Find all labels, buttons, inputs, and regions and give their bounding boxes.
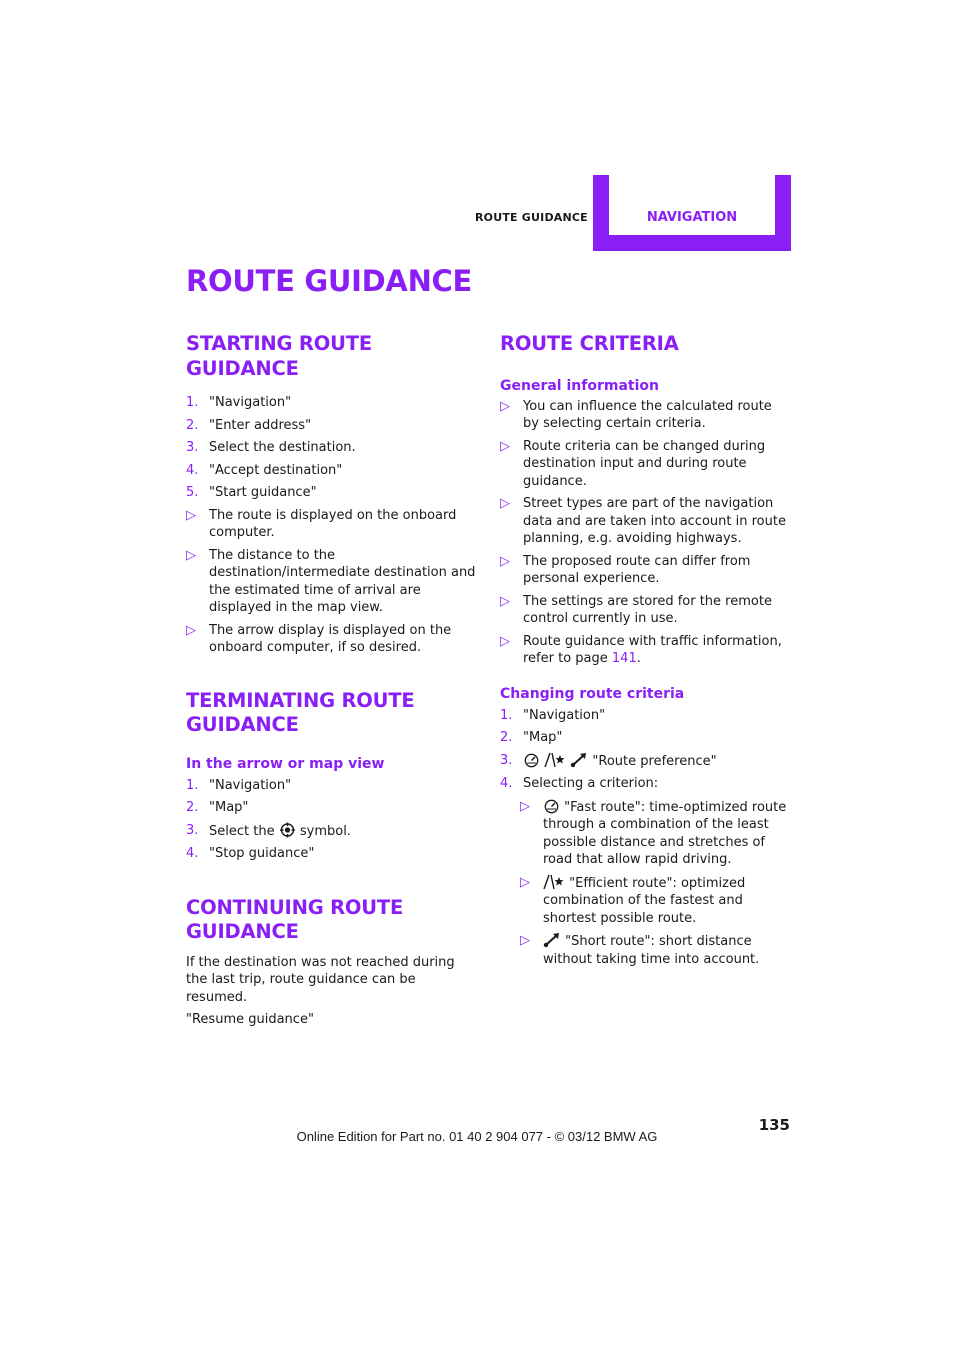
short-route-icon xyxy=(570,752,588,768)
list-item: ▷ The distance to the destination/intermediate destination and the estimated time of arrival are displayed in the map view. xyxy=(186,547,476,615)
route-guidance-icon xyxy=(279,822,296,838)
right-column xyxy=(500,332,790,968)
list-item: 1. "Navigation" xyxy=(186,395,292,410)
list-item: 1. "Navigation" xyxy=(186,777,292,793)
list-item: 3. Select the destination. xyxy=(186,440,356,455)
chapter-tab xyxy=(593,175,791,251)
list-item: ▷ The route is displayed on the onboard computer. xyxy=(186,507,457,540)
list-item: 3. Select the symbol. xyxy=(186,822,351,839)
list-item: 5. "Start guidance" xyxy=(186,485,317,500)
terminating-steps xyxy=(186,777,476,863)
list-item: 2. "Map" xyxy=(500,730,563,745)
page-number: 135 xyxy=(758,1116,790,1134)
general-bullets xyxy=(500,398,790,668)
starting-heading: STARTING ROUTE GUIDANCE xyxy=(186,332,372,380)
fast-route-icon xyxy=(523,752,540,768)
list-item: ▷ The arrow display is displayed on the onboard computer, if so desired. xyxy=(186,622,452,655)
general-info-heading: General information xyxy=(500,377,659,394)
page-title: ROUTE GUIDANCE xyxy=(186,264,473,298)
edition-notice: Online Edition for Part no. 01 40 2 904 077 - © 03/12 BMW AG xyxy=(296,1129,658,1144)
list-item: 4. Selecting a criterion: xyxy=(500,776,659,791)
list-item: 4. "Stop guidance" xyxy=(186,846,315,861)
starting-steps xyxy=(186,394,476,502)
continuing-command: "Resume guidance" xyxy=(186,1012,314,1027)
short-route-icon xyxy=(543,932,561,948)
list-item: 3. "Route preference" xyxy=(500,752,717,769)
page-reference-link[interactable]: 141 xyxy=(611,651,637,666)
continuing-paragraph: If the destination was not reached during the last trip, route guidance can be resumed. xyxy=(186,954,455,1005)
terminating-heading: TERMINATING ROUTE GUIDANCE xyxy=(186,688,415,736)
changing-criteria-heading: Changing route criteria xyxy=(500,685,685,702)
list-item: ▷ Route criteria can be changed during destination input and during route guidance. xyxy=(500,438,766,489)
list-item: 2. "Map" xyxy=(186,800,249,815)
list-item: ▷ Street types are part of the navigation data and are taken into account in route planning, e.g. avoiding highways. xyxy=(500,496,786,546)
chapter-tab-label: NAVIGATION xyxy=(646,210,738,225)
efficient-route-icon xyxy=(544,752,566,768)
criteria-heading: ROUTE CRITERIA xyxy=(500,332,679,355)
continuing-heading: CONTINUING ROUTE GUIDANCE xyxy=(186,895,404,943)
list-item: 1. "Navigation" xyxy=(500,707,606,723)
list-item: ▷ The settings are stored for the remote control currently in use. xyxy=(500,593,772,626)
list-item: 2. "Enter address" xyxy=(186,417,312,433)
fast-route-icon xyxy=(543,798,560,814)
list-item: 4. "Accept destination" xyxy=(186,462,343,478)
list-item: ▷ "Fast route": time-optimized route through a combination of the least possible distance and stretches of road that allow rapid driving. xyxy=(520,798,787,867)
list-item: ▷ Route guidance with traffic information, refer to page 141. xyxy=(500,633,782,666)
list-item: ▷ "Efficient route": optimized combination of the fastest and shortest possible route. xyxy=(520,874,746,926)
list-item: ▷ "Short route": short distance without taking time into account. xyxy=(520,933,760,967)
starting-bullets xyxy=(186,507,476,657)
changing-steps xyxy=(500,707,790,793)
terminating-subheading: In the arrow or map view xyxy=(186,755,385,772)
list-item: ▷ You can influence the calculated route by selecting certain criteria. xyxy=(500,398,772,431)
list-item: ▷ The proposed route can differ from personal experience. xyxy=(500,553,751,586)
efficient-route-icon xyxy=(543,874,565,890)
left-column xyxy=(186,332,476,1029)
running-header-section: ROUTE GUIDANCE xyxy=(475,211,588,224)
criterion-options xyxy=(520,798,790,969)
